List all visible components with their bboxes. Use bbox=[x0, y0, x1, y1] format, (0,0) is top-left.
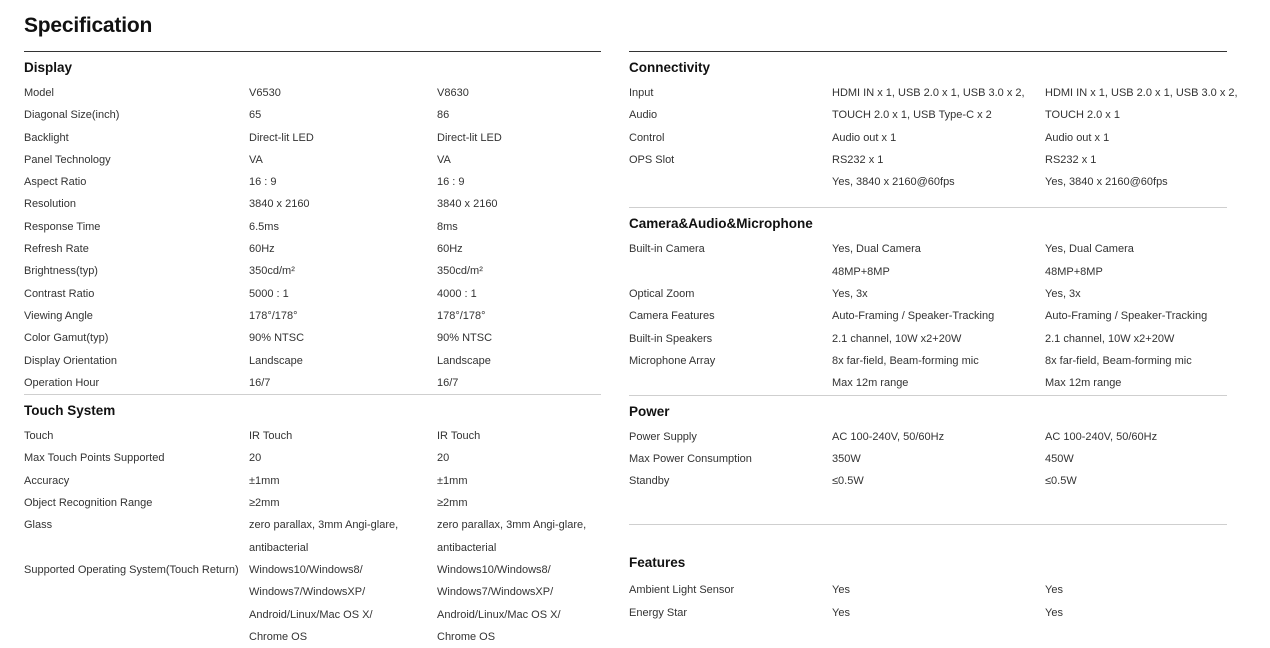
spec-row bbox=[24, 127, 601, 149]
spec-label: Refresh Rate bbox=[24, 243, 89, 256]
spec-label: Touch bbox=[24, 430, 54, 443]
spec-row bbox=[24, 305, 601, 327]
spec-value-model-2: Windows7/WindowsXP/ bbox=[437, 586, 554, 599]
page-title: Specification bbox=[24, 14, 153, 37]
features-section bbox=[629, 524, 1227, 624]
spec-row bbox=[24, 149, 601, 171]
power-section bbox=[629, 395, 1227, 525]
spec-row bbox=[24, 260, 601, 282]
spec-value-model-2: Yes bbox=[1045, 606, 1063, 619]
spec-value-model-1: Yes bbox=[832, 606, 850, 619]
spec-row bbox=[24, 193, 601, 215]
spec-value-model-1: ≤0.5W bbox=[832, 475, 864, 488]
spec-value-model-2: Landscape bbox=[437, 354, 491, 367]
spec-row bbox=[24, 216, 601, 238]
spec-value-model-2: AC 100-240V, 50/60Hz bbox=[1045, 430, 1158, 443]
spec-row bbox=[24, 171, 601, 193]
spec-row bbox=[24, 350, 601, 372]
spec-value-model-1: 8x far-field, Beam-forming mic bbox=[832, 354, 979, 367]
spec-label: Supported Operating System(Touch Return) bbox=[24, 563, 239, 576]
spec-label: Accuracy bbox=[24, 474, 70, 487]
spec-row bbox=[629, 448, 1227, 470]
spec-row bbox=[629, 238, 1227, 260]
spec-value-model-2: 2.1 channel, 10W x2+20W bbox=[1045, 332, 1175, 345]
spec-value-model-1: Yes, 3840 x 2160@60fps bbox=[832, 176, 955, 189]
spec-label: Built-in Speakers bbox=[629, 332, 713, 345]
spec-value-model-2: 16/7 bbox=[437, 376, 459, 389]
spec-label: Contrast Ratio bbox=[24, 287, 95, 300]
spec-row bbox=[24, 559, 601, 581]
spec-value-model-2: 8ms bbox=[437, 220, 458, 233]
spec-row bbox=[24, 470, 601, 492]
spec-label: Standby bbox=[629, 475, 670, 488]
spec-row bbox=[629, 127, 1227, 149]
spec-value-model-1: 20 bbox=[249, 452, 262, 465]
spec-value-model-1: AC 100-240V, 50/60Hz bbox=[832, 430, 945, 443]
spec-label: Built-in Camera bbox=[629, 243, 705, 256]
spec-label: Display Orientation bbox=[24, 354, 117, 367]
spec-value-model-2: V8630 bbox=[437, 87, 469, 99]
connectivity-rows bbox=[629, 82, 1238, 193]
spec-value-model-2: Yes, Dual Camera bbox=[1045, 243, 1134, 256]
spec-value-model-1: HDMI IN x 1, USB 2.0 x 1, USB 3.0 x 2, bbox=[832, 87, 1025, 99]
spec-label: Input bbox=[629, 87, 654, 99]
section-title: Camera&Audio&Microphone bbox=[629, 216, 813, 232]
spec-label: Diagonal Size(inch) bbox=[24, 109, 120, 122]
spec-value-model-2: zero parallax, 3mm Angi-glare, bbox=[437, 519, 587, 532]
spec-label: Backlight bbox=[24, 131, 69, 144]
spec-label: Power Supply bbox=[629, 430, 697, 443]
spec-row bbox=[24, 238, 601, 260]
spec-value-model-1: V6530 bbox=[249, 87, 281, 99]
left-column bbox=[24, 51, 601, 648]
spec-value-model-1: 178°/178° bbox=[249, 309, 298, 322]
spec-value-model-2: VA bbox=[437, 153, 451, 166]
spec-row bbox=[629, 261, 1227, 283]
spec-row bbox=[24, 626, 601, 648]
spec-value-model-1: 48MP+8MP bbox=[832, 265, 890, 278]
spec-value-model-1: ±1mm bbox=[249, 474, 280, 487]
spec-value-model-2: 16 : 9 bbox=[437, 176, 465, 189]
spec-row bbox=[24, 604, 601, 626]
spec-value-model-2: ±1mm bbox=[437, 474, 468, 487]
spec-row bbox=[629, 149, 1227, 171]
spec-value-model-1: Chrome OS bbox=[249, 630, 308, 643]
spec-label: Glass bbox=[24, 519, 53, 532]
section-title: Touch System bbox=[24, 403, 116, 419]
spec-value-model-2: 450W bbox=[1045, 452, 1074, 465]
connectivity-section bbox=[629, 51, 1238, 207]
spec-label: Aspect Ratio bbox=[24, 176, 87, 189]
spec-row bbox=[24, 447, 601, 469]
spec-row bbox=[629, 283, 1227, 305]
spec-row bbox=[629, 350, 1227, 372]
spec-value-model-1: Android/Linux/Mac OS X/ bbox=[249, 608, 373, 621]
spec-value-model-2: antibacterial bbox=[437, 541, 497, 554]
spec-value-model-2: TOUCH 2.0 x 1 bbox=[1045, 109, 1120, 122]
spec-value-model-2: 350cd/m² bbox=[437, 265, 483, 278]
spec-row bbox=[24, 514, 601, 536]
spec-value-model-1: Audio out x 1 bbox=[832, 131, 897, 144]
spec-label: Color Gamut(typ) bbox=[24, 332, 109, 345]
spec-value-model-1: ≥2mm bbox=[249, 497, 280, 510]
spec-label: Max Power Consumption bbox=[629, 452, 752, 465]
spec-value-model-2: Max 12m range bbox=[1045, 377, 1122, 390]
spec-label: Object Recognition Range bbox=[24, 497, 153, 510]
spec-value-model-1: zero parallax, 3mm Angi-glare, bbox=[249, 519, 399, 532]
spec-value-model-1: 6.5ms bbox=[249, 220, 279, 233]
spec-label: Energy Star bbox=[629, 606, 688, 619]
spec-row bbox=[629, 470, 1227, 492]
spec-value-model-2: 20 bbox=[437, 452, 450, 465]
section-title: Display bbox=[24, 60, 73, 75]
spec-label: Max Touch Points Supported bbox=[24, 452, 165, 465]
spec-value-model-1: TOUCH 2.0 x 1, USB Type-C x 2 bbox=[832, 109, 992, 122]
spec-value-model-1: Yes bbox=[832, 584, 850, 597]
spec-row bbox=[24, 581, 601, 603]
touch-rows bbox=[24, 425, 601, 648]
spec-label: Ambient Light Sensor bbox=[629, 584, 735, 597]
spec-label: Response Time bbox=[24, 220, 101, 233]
spec-value-model-1: Auto-Framing / Speaker-Tracking bbox=[832, 310, 995, 323]
section-title: Features bbox=[629, 555, 686, 571]
spec-value-model-1: 60Hz bbox=[249, 243, 275, 256]
spec-row bbox=[24, 492, 601, 514]
spec-row bbox=[629, 82, 1238, 104]
spec-value-model-1: 2.1 channel, 10W x2+20W bbox=[832, 332, 962, 345]
spec-label: OPS Slot bbox=[629, 153, 675, 166]
spec-value-model-1: 90% NTSC bbox=[249, 332, 305, 345]
touch-system-section bbox=[24, 394, 601, 648]
spec-value-model-2: 90% NTSC bbox=[437, 332, 493, 345]
spec-value-model-2: Auto-Framing / Speaker-Tracking bbox=[1045, 310, 1208, 323]
spec-row bbox=[629, 104, 1227, 126]
spec-value-model-1: 16/7 bbox=[249, 376, 271, 389]
spec-value-model-2: Audio out x 1 bbox=[1045, 131, 1110, 144]
spec-value-model-1: Max 12m range bbox=[832, 377, 909, 390]
spec-row bbox=[629, 426, 1227, 448]
spec-value-model-2: 8x far-field, Beam-forming mic bbox=[1045, 354, 1192, 367]
spec-value-model-1: Yes, 3x bbox=[832, 288, 868, 301]
spec-value-model-2: ≥2mm bbox=[437, 497, 468, 510]
spec-value-model-1: Landscape bbox=[249, 354, 303, 367]
section-title: Connectivity bbox=[629, 60, 711, 75]
spec-value-model-2: Direct-lit LED bbox=[437, 131, 502, 144]
spec-value-model-2: 3840 x 2160 bbox=[437, 198, 498, 211]
spec-value-model-1: VA bbox=[249, 153, 263, 166]
spec-value-model-2: Windows10/Windows8/ bbox=[437, 563, 551, 576]
spec-row bbox=[629, 305, 1227, 327]
spec-label: Model bbox=[24, 87, 54, 99]
spec-row bbox=[24, 82, 601, 104]
spec-value-model-1: Direct-lit LED bbox=[249, 131, 314, 144]
spec-row bbox=[24, 537, 601, 559]
spec-value-model-2: Android/Linux/Mac OS X/ bbox=[437, 608, 561, 621]
spec-row bbox=[629, 328, 1227, 350]
display-section bbox=[24, 51, 601, 394]
camera-rows bbox=[629, 238, 1227, 394]
spec-label: Microphone Array bbox=[629, 354, 716, 367]
camera-audio-microphone-section bbox=[629, 207, 1227, 394]
spec-value-model-2: Yes, 3840 x 2160@60fps bbox=[1045, 176, 1168, 189]
right-column bbox=[629, 51, 1238, 624]
spec-value-model-1: IR Touch bbox=[249, 430, 293, 443]
spec-value-model-2: Yes bbox=[1045, 584, 1063, 597]
features-rows bbox=[629, 579, 1227, 624]
spec-row bbox=[629, 372, 1227, 394]
spec-value-model-1: 65 bbox=[249, 109, 262, 122]
spec-row bbox=[24, 104, 601, 126]
spec-value-model-1: Windows7/WindowsXP/ bbox=[249, 586, 366, 599]
display-rows bbox=[24, 82, 601, 394]
spec-row bbox=[629, 171, 1227, 193]
section-title: Power bbox=[629, 403, 670, 419]
spec-label: Optical Zoom bbox=[629, 288, 695, 301]
spec-value-model-1: 16 : 9 bbox=[249, 176, 277, 189]
spec-label: Audio bbox=[629, 109, 658, 122]
spec-label: Control bbox=[629, 131, 665, 144]
spec-value-model-2: 60Hz bbox=[437, 243, 463, 256]
spec-value-model-1: Windows10/Windows8/ bbox=[249, 563, 363, 576]
spec-value-model-2: HDMI IN x 1, USB 2.0 x 1, USB 3.0 x 2, bbox=[1045, 87, 1238, 99]
spec-label: Brightness(typ) bbox=[24, 265, 98, 278]
power-rows bbox=[629, 426, 1227, 493]
spec-value-model-1: Yes, Dual Camera bbox=[832, 243, 921, 256]
spec-value-model-2: 178°/178° bbox=[437, 309, 486, 322]
spec-value-model-1: 350W bbox=[832, 452, 861, 465]
spec-value-model-2: IR Touch bbox=[437, 430, 481, 443]
spec-value-model-1: RS232 x 1 bbox=[832, 153, 884, 166]
spec-value-model-2: Yes, 3x bbox=[1045, 288, 1081, 301]
spec-row bbox=[24, 425, 601, 447]
spec-value-model-2: 48MP+8MP bbox=[1045, 265, 1103, 278]
spec-value-model-1: antibacterial bbox=[249, 541, 309, 554]
spec-row bbox=[24, 283, 601, 305]
spec-value-model-2: 4000 : 1 bbox=[437, 287, 477, 300]
spec-value-model-1: 350cd/m² bbox=[249, 265, 295, 278]
spec-value-model-1: 3840 x 2160 bbox=[249, 198, 310, 211]
spec-label: Resolution bbox=[24, 198, 76, 211]
spec-label: Viewing Angle bbox=[24, 309, 93, 322]
spec-value-model-2: RS232 x 1 bbox=[1045, 153, 1097, 166]
spec-value-model-2: Chrome OS bbox=[437, 630, 496, 643]
spec-row bbox=[24, 372, 601, 394]
spec-value-model-2: ≤0.5W bbox=[1045, 475, 1077, 488]
spec-label: Operation Hour bbox=[24, 376, 100, 389]
spec-value-model-1: 5000 : 1 bbox=[249, 287, 289, 300]
spec-row bbox=[24, 327, 601, 349]
spec-row bbox=[629, 602, 1227, 624]
spec-row bbox=[629, 579, 1227, 601]
spec-label: Camera Features bbox=[629, 310, 715, 323]
spec-label: Panel Technology bbox=[24, 153, 111, 166]
spec-value-model-2: 86 bbox=[437, 109, 450, 122]
